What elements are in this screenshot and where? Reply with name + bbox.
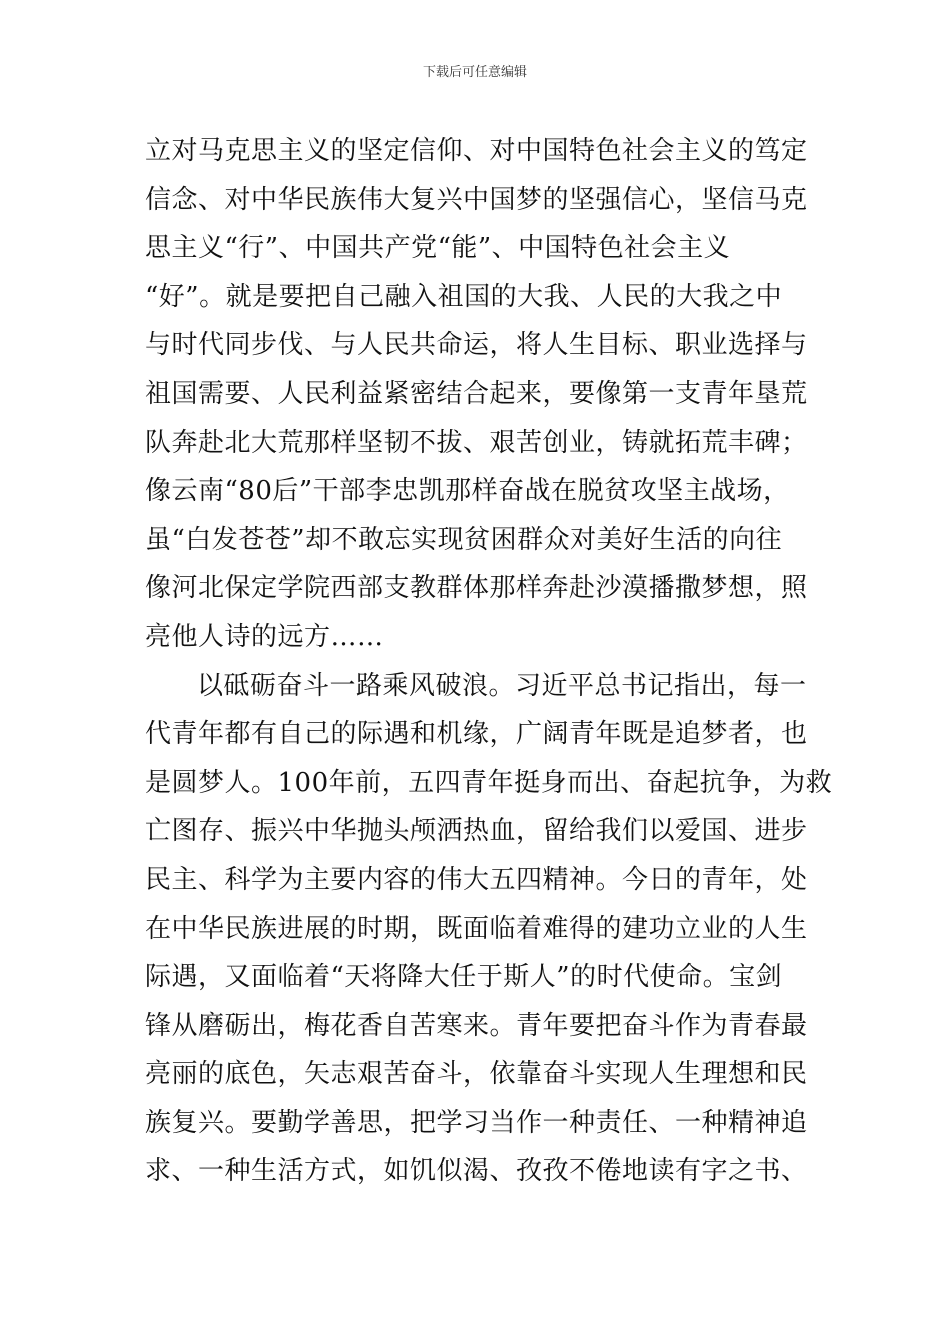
text-line: “好”。就是要把自己融入祖国的大我、人民的大我之中 [145,281,783,312]
text-line: 是圆梦人。100年前，五四青年挺身而出、奋起抗争，为救 [145,767,833,798]
text-line: 求、一种生活方式，如饥似渴、孜孜不倦地读有字之书、 [145,1156,808,1187]
text-line: 像云南“80后”干部李忠凯那样奋战在脱贫攻坚主战场， [145,476,790,507]
text-line: 虽“白发苍苍”却不敢忘实现贫困群众对美好生活的向往 [145,524,783,555]
text-line: 民主、科学为主要内容的伟大五四精神。今日的青年，处 [145,864,808,895]
text-line: 信念、对中华民族伟大复兴中国梦的坚强信心，坚信马克 [145,184,808,215]
text-line: 锋从磨砺出，梅花香自苦寒来。青年要把奋斗作为青春最 [145,1010,808,1041]
page-header: 下载后可任意编辑 [422,65,527,80]
text-line: 祖国需要、人民利益紧密结合起来，要像第一支青年垦荒 [145,378,808,409]
text-line: 在中华民族进展的时期，既面临着难得的建功立业的人生 [145,913,808,944]
paragraph-first-line: 以砥砺奋斗一路乘风破浪。习近平总书记指出，每一 [197,670,807,701]
text-line: 立对马克思主义的坚定信仰、对中国特色社会主义的笃定 [145,136,808,166]
text-line: 与时代同步伐、与人民共命运，将人生目标、职业选择与 [145,330,808,361]
body-text [145,131,833,1200]
text-line: 亮他人诗的远方…… [145,621,384,652]
text-line: 思主义“行”、中国共产党“能”、中国特色社会主义 [145,233,731,264]
text-line: 像河北保定学院西部支教群体那样奔赴沙漠播撒梦想，照 [145,573,808,604]
text-line: 代青年都有自己的际遇和机缘，广阔青年既是追梦者，也 [145,719,808,750]
text-line: 际遇，又面临着“天将降大任于斯人”的时代使命。宝剑 [145,962,783,993]
text-line: 亮丽的底色，矢志艰苦奋斗，依靠奋斗实现人生理想和民 [145,1059,808,1090]
text-line: 队奔赴北大荒那样坚韧不拔、艰苦创业，铸就拓荒丰碑； [145,427,808,458]
text-line: 亡图存、振兴中华抛头颅洒热血，留给我们以爱国、进步 [145,816,808,847]
text-line: 族复兴。要勤学善思，把学习当作一种责任、一种精神追 [145,1107,808,1138]
